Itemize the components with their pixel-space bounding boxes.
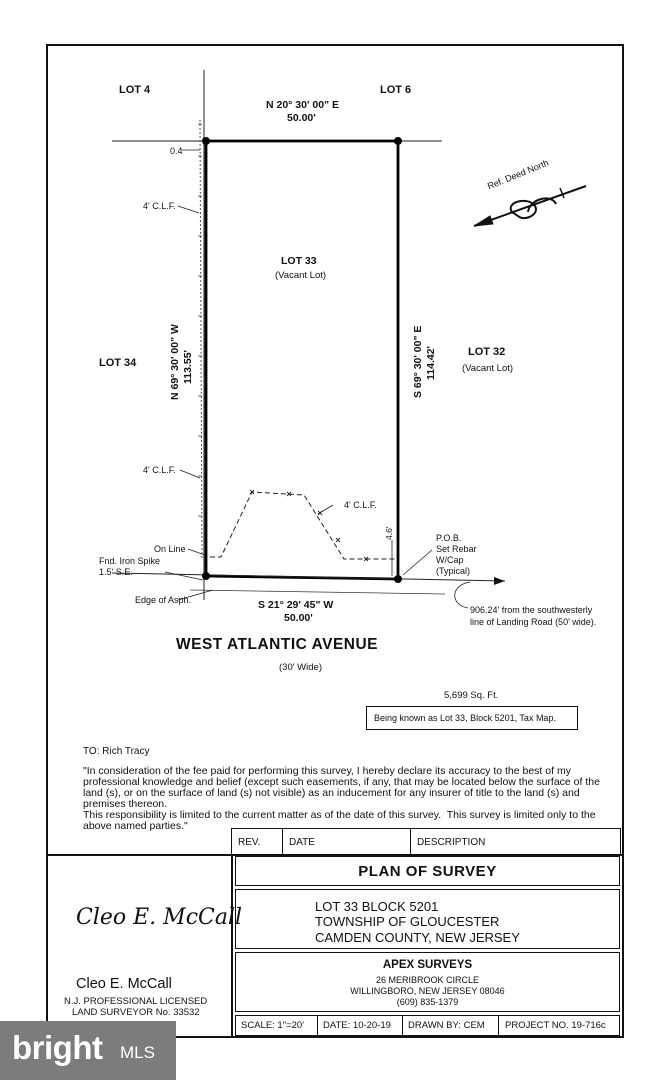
surveyor-name: Cleo E. McCall	[76, 976, 172, 992]
corner-marker-ne	[394, 137, 402, 145]
pob-label-1: P.O.B.	[436, 533, 462, 543]
title-box	[235, 856, 620, 886]
corner-marker-nw	[202, 137, 210, 145]
bright-mls-watermark	[0, 1021, 176, 1080]
west-fence-line	[200, 120, 202, 560]
edge-of-asphalt-label: Edge of Asph.	[135, 595, 192, 605]
info-row	[235, 1015, 620, 1036]
surveyor-license-1: N.J. PROFESSIONAL LICENSED	[64, 996, 208, 1007]
plan-title: PLAN OF SURVEY	[358, 863, 497, 880]
project-text: PROJECT NO. 19-716c	[505, 1020, 606, 1031]
pob-arrow	[494, 577, 505, 585]
east-bearing-label: S 69° 30' 00" E	[412, 325, 424, 398]
date-text: DATE: 10-20-19	[323, 1020, 391, 1031]
lot-block-text: LOT 33 BLOCK 5201	[315, 899, 439, 914]
bright-brand-text: bright	[12, 1029, 103, 1066]
lot-32-sublabel: (Vacant Lot)	[462, 363, 514, 374]
company-address-1: 26 MERIBROOK CIRCLE	[375, 975, 480, 985]
street-name: WEST ATLANTIC AVENUE	[176, 636, 379, 653]
landing-road-note-2: line of Landing Road (50' wide).	[470, 617, 597, 627]
lot-block-box	[235, 889, 620, 949]
fence-label-structure: 4' C.L.F.	[344, 500, 377, 510]
iron-spike-label-1: Fnd. Iron Spike	[99, 556, 161, 566]
west-distance-label: 113.55'	[182, 349, 194, 384]
lot-33-boundary	[206, 141, 398, 579]
area-label: 5,699 Sq. Ft.	[444, 690, 499, 701]
asphalt-edge-line	[190, 590, 445, 594]
surveyor-signature: Cleo E. McCall	[76, 905, 243, 930]
iron-spike-label-2: 1.5' S.E.	[99, 567, 133, 577]
revision-rev-header: REV.	[232, 829, 283, 854]
lot-32-label: LOT 32	[468, 346, 506, 358]
company-name: APEX SURVEYS	[382, 959, 473, 971]
company-address-2: WILLINGBORO, NEW JERSEY 08046	[350, 986, 505, 996]
revision-date-header: DATE	[283, 829, 411, 854]
corner-marker-se	[394, 575, 402, 583]
company-phone: (609) 835-1379	[396, 997, 459, 1007]
north-distance-label: 50.00'	[287, 112, 316, 124]
lot-33-sublabel: (Vacant Lot)	[275, 270, 327, 281]
title-block-vertical-divider	[231, 854, 233, 1038]
fence-label-top: 4' C.L.F.	[143, 201, 176, 211]
north-arrow-icon	[474, 186, 586, 226]
revision-table	[231, 828, 621, 854]
drawn-by-cell	[403, 1016, 499, 1035]
to-line: TO: Rich Tracy	[83, 746, 150, 757]
revision-description-header: DESCRIPTION	[417, 837, 486, 848]
lot-34-label: LOT 34	[99, 357, 137, 369]
east-distance-label: 114.42'	[425, 345, 437, 380]
drawn-by-text: DRAWN BY: CEM	[408, 1020, 485, 1031]
landing-road-note-1: 906.24' from the southwesterly	[470, 605, 593, 615]
lot-33-label: LOT 33	[281, 255, 317, 267]
certification-statement: "In consideration of the fee paid for performing this survey, I hereby declare its accuracy to the best of my professional knowledge and belief (except such easements, if any, that may be located below the surface of the land (s), or on the surface of land (s) not visible) as an inducement for any insurer of title to the land (s) and premises thereon. This responsibility is limited to the current matter as of the date of this survey. This survey is limited only to the above named parties."	[83, 765, 600, 832]
date-cell	[318, 1016, 403, 1035]
offset-label: 0.4	[170, 146, 183, 156]
lot-6-label: LOT 6	[380, 84, 412, 96]
south-bearing-label: S 21° 29' 45" W	[258, 599, 334, 611]
scale-cell	[236, 1016, 318, 1035]
west-bearing-label: N 69° 30' 00" W	[169, 324, 181, 400]
township-text: TOWNSHIP OF GLOUCESTER	[315, 914, 500, 929]
company-box	[235, 952, 620, 1012]
surveyor-license-2: LAND SURVEYOR No. 33532	[72, 1007, 200, 1018]
on-line-label: On Line	[154, 544, 186, 554]
street-width: (30' Wide)	[279, 662, 322, 673]
mls-suffix-text: MLS	[120, 1043, 155, 1062]
fence-label-mid: 4' C.L.F.	[143, 465, 176, 475]
pob-label-2: Set Rebar	[436, 544, 477, 554]
pob-label-4: (Typical)	[436, 566, 471, 576]
known-as-text: Being known as Lot 33, Block 5201, Tax Map.	[374, 713, 556, 723]
lot-4-label: LOT 4	[119, 84, 151, 96]
dimension-46-label: 4.6'	[384, 526, 394, 540]
known-as-box	[366, 706, 578, 730]
north-arrow-label: Ref. Deed North	[486, 157, 551, 192]
south-distance-label: 50.00'	[284, 612, 313, 624]
pob-label-3: W/Cap	[436, 555, 464, 565]
county-text: CAMDEN COUNTY, NEW JERSEY	[315, 930, 520, 945]
north-bearing-label: N 20° 30' 00" E	[266, 99, 339, 111]
corner-marker-sw	[202, 572, 210, 580]
scale-text: SCALE: 1"=20'	[241, 1020, 305, 1031]
project-cell	[499, 1016, 619, 1035]
